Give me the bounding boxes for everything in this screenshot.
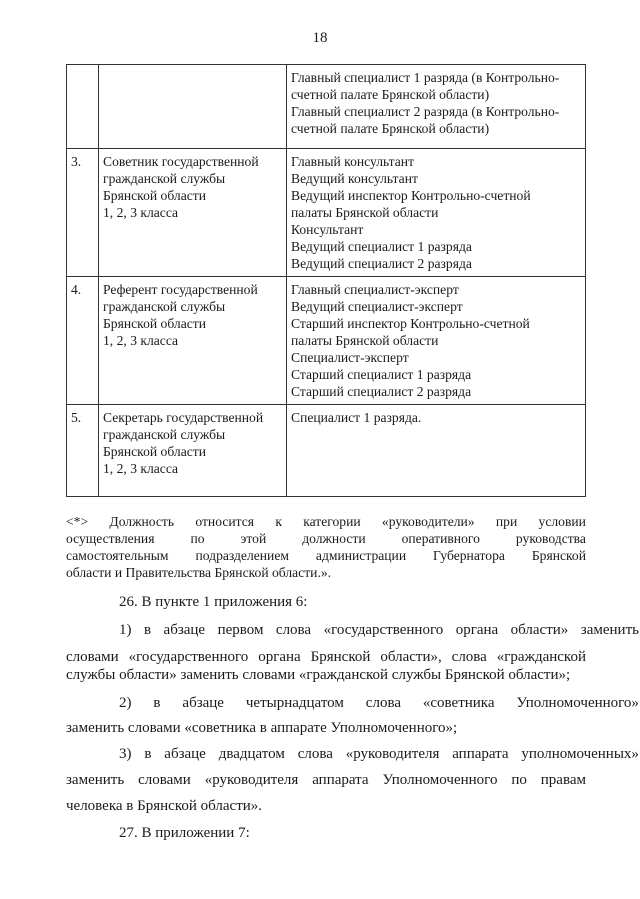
table-row: [67, 405, 586, 497]
table-row: [67, 149, 586, 277]
title-line: Референт государственной: [103, 282, 258, 297]
word: Уполномоченного»: [516, 695, 639, 711]
word: Губернатора: [433, 548, 505, 563]
word: «руководителя: [345, 746, 440, 762]
position-line: Старший инспектор Контрольно-счетной: [291, 316, 530, 331]
positions-cell: [287, 405, 586, 497]
title-line: гражданской службы: [103, 171, 226, 186]
position-line: счетной палате Брянской области): [291, 87, 490, 102]
word: слова: [297, 746, 333, 762]
word: «советника: [422, 695, 495, 711]
word: аппарата: [452, 746, 509, 762]
word: при: [495, 514, 518, 529]
word: «руководители»: [381, 514, 475, 529]
word: четырнадцатом: [245, 695, 344, 711]
footnote-line: [66, 513, 586, 530]
position-line: Главный консультант: [291, 154, 415, 169]
title-line: гражданской службы: [103, 427, 226, 442]
row-number: [67, 65, 99, 149]
footnote-line: [66, 547, 586, 564]
title-line: Брянской области: [103, 316, 206, 331]
paragraph-1-line: службы области» заменить словами «гражданской службы Брянской области»;: [66, 667, 571, 683]
table-row: [67, 277, 586, 405]
position-line: Главный специалист 1 разряда (в Контрольно-: [291, 70, 560, 85]
word: заменить: [580, 622, 639, 638]
paragraph-2-line: заменить словами «советника в аппарате Уполномоченного»;: [66, 720, 458, 736]
word: уполномоченных»: [521, 746, 639, 762]
word: органа: [258, 649, 301, 665]
word: по: [190, 531, 205, 546]
word: двадцатом: [218, 746, 285, 762]
word: абзаце: [163, 622, 206, 638]
class-rank-title: [99, 65, 287, 149]
word: словами: [138, 772, 191, 788]
position-line: Ведущий специалист 1 разряда: [291, 239, 472, 254]
word: «государственного: [128, 649, 249, 665]
title-line: Советник государственной: [103, 154, 259, 169]
word: администрации: [315, 548, 407, 563]
paragraph-1-line: [66, 622, 639, 639]
word: словами: [66, 649, 119, 665]
positions-cell: [287, 277, 586, 405]
word: области»: [510, 622, 569, 638]
word: должности: [302, 531, 366, 546]
word: области»,: [380, 649, 442, 665]
word: в: [143, 622, 152, 638]
paragraph-3-line: человека в Брянской области».: [66, 798, 263, 814]
word: к: [275, 514, 282, 529]
position-line: Консультант: [291, 222, 364, 237]
word: «государственного: [323, 622, 444, 638]
title-line: Брянской области: [103, 188, 206, 203]
word: категории: [303, 514, 361, 529]
paragraph-2-line: [66, 695, 639, 712]
word: условии: [538, 514, 586, 529]
position-line: палаты Брянской области: [291, 205, 439, 220]
position-line: палаты Брянской области: [291, 333, 439, 348]
word: этой: [240, 531, 267, 546]
row-number: 3.: [67, 149, 99, 277]
title-line: 1, 2, 3 класса: [103, 461, 179, 476]
title-line: Секретарь государственной: [103, 410, 264, 425]
positions-table: [66, 64, 586, 497]
word: 3): [119, 746, 132, 762]
position-line: Специалист-эксперт: [291, 350, 409, 365]
position-line: Старший специалист 1 разряда: [291, 367, 472, 382]
word: подразделением: [195, 548, 289, 563]
word: в: [153, 695, 161, 711]
position-line: Ведущий инспектор Контрольно-счетной: [291, 188, 531, 203]
word: Должность: [109, 514, 175, 529]
word: заменить: [66, 772, 125, 788]
paragraph-3-line: [66, 746, 639, 763]
word: слова: [275, 622, 312, 638]
word: 1): [119, 622, 132, 638]
word: органа: [455, 622, 499, 638]
word: слова: [365, 695, 401, 711]
footnote-line: [66, 530, 586, 547]
class-rank-title: [99, 149, 287, 277]
row-number: 5.: [67, 405, 99, 497]
position-line: Главный специалист 2 разряда (в Контрольно-: [291, 104, 560, 119]
table-row: [67, 65, 586, 149]
word: <*>: [66, 514, 89, 529]
footnote-line: области и Правительства Брянской области.».: [66, 565, 332, 580]
position-line: Старший специалист 2 разряда: [291, 384, 472, 399]
title-line: 1, 2, 3 класса: [103, 333, 179, 348]
positions-cell: [287, 149, 586, 277]
word: осуществления: [66, 531, 155, 546]
word: Брянской: [531, 548, 586, 563]
word: оперативного: [401, 531, 480, 546]
word: «руководителя: [204, 772, 299, 788]
word: относится: [195, 514, 255, 529]
word: слова: [451, 649, 487, 665]
position-line: счетной палате Брянской области): [291, 121, 490, 136]
title-line: 1, 2, 3 класса: [103, 205, 179, 220]
word: абзаце: [164, 746, 206, 762]
title-line: гражданской службы: [103, 299, 226, 314]
positions-cell: [287, 65, 586, 149]
word: первом: [217, 622, 264, 638]
class-rank-title: [99, 277, 287, 405]
row-number: 4.: [67, 277, 99, 405]
word: абзаце: [182, 695, 224, 711]
page-number: 18: [312, 30, 328, 46]
position-line: Ведущий специалист-эксперт: [291, 299, 463, 314]
word: «гражданской: [496, 649, 586, 665]
position-line: Ведущий специалист 2 разряда: [291, 256, 472, 271]
position-line: Специалист 1 разряда.: [291, 410, 422, 425]
position-line: Главный специалист-эксперт: [291, 282, 459, 297]
class-rank-title: [99, 405, 287, 497]
word: Брянской: [310, 649, 371, 665]
word: аппарата: [312, 772, 369, 788]
footnote: [66, 513, 586, 581]
word: правам: [540, 772, 586, 788]
title-line: Брянской области: [103, 444, 206, 459]
paragraph-1-line: [66, 649, 586, 666]
word: в: [144, 746, 152, 762]
word: 2): [119, 695, 132, 711]
item-26-heading: 26. В пункте 1 приложения 6:: [119, 594, 308, 610]
paragraph-3-line: [66, 772, 586, 789]
word: руководства: [515, 531, 586, 546]
word: самостоятельным: [66, 548, 169, 563]
item-27-heading: 27. В приложении 7:: [119, 825, 250, 841]
word: Уполномоченного: [382, 772, 498, 788]
position-line: Ведущий консультант: [291, 171, 418, 186]
word: по: [511, 772, 527, 788]
